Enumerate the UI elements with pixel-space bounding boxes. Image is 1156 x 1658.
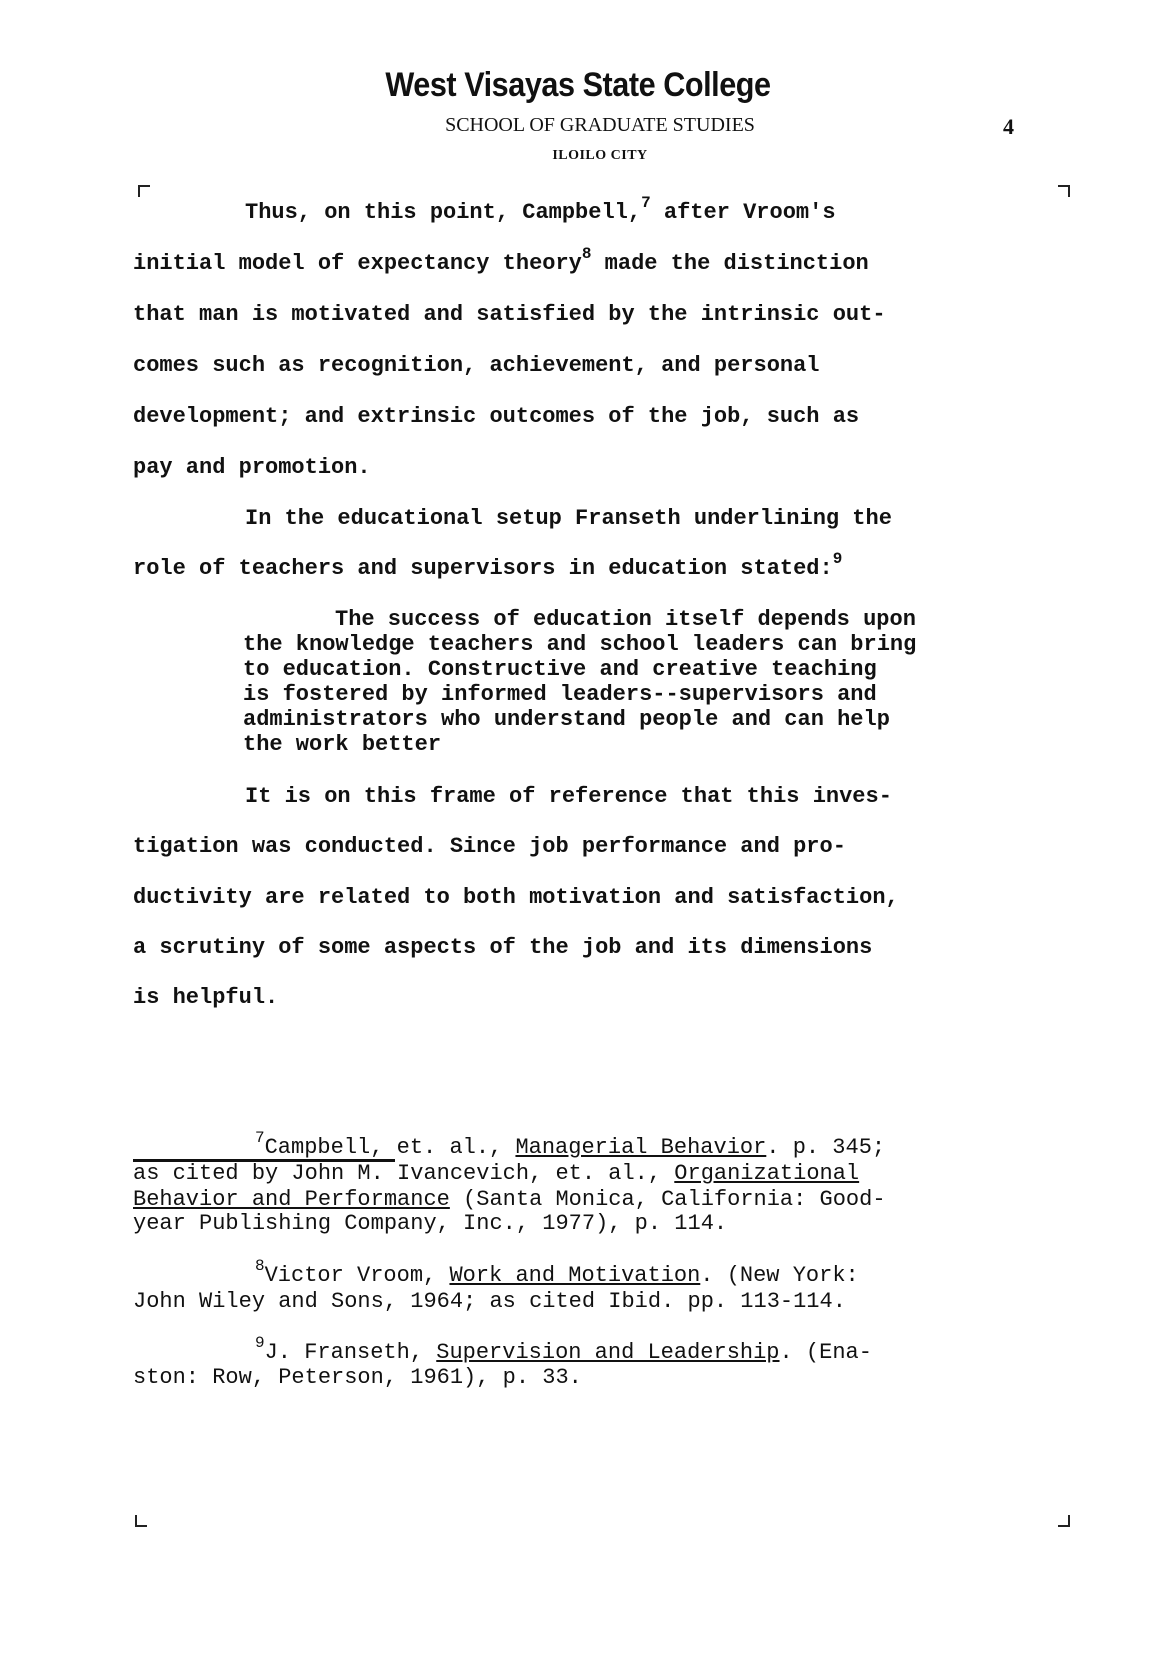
para2-line1: In the educational setup Franseth underlining the bbox=[245, 506, 892, 531]
quote-line: administrators who understand people and can help bbox=[243, 707, 890, 732]
crop-mark-bottom-right bbox=[1058, 1515, 1070, 1527]
footnote-ref-9: 9 bbox=[832, 550, 843, 568]
para3-line3: ductivity are related to both motivation and satisfaction, bbox=[133, 885, 899, 910]
para1-line3: that man is motivated and satisfied by the intrinsic out- bbox=[133, 302, 886, 327]
quote-line: the work better bbox=[243, 732, 442, 757]
college-name: West Visayas State College bbox=[385, 66, 771, 104]
school-name: SCHOOL OF GRADUATE STUDIES bbox=[445, 114, 755, 136]
para1-line4: comes such as recognition, achievement, and personal bbox=[133, 353, 820, 378]
footnote-7-line3: Behavior and Performance (Santa Monica, California: Good- bbox=[133, 1187, 886, 1212]
footnote-8-line2: John Wiley and Sons, 1964; as cited Ibid. pp. 113-114. bbox=[133, 1289, 846, 1314]
para1-line2: initial model of expectancy theory$^8$ made the distinction bbox=[133, 245, 869, 276]
para3-line1: It is on this frame of reference that this inves- bbox=[245, 784, 892, 809]
citation-title: Managerial Behavior bbox=[515, 1135, 767, 1160]
para3-line2: tigation was conducted. Since job performance and pro- bbox=[133, 834, 846, 859]
footnote-9-line2: ston: Row, Peterson, 1961), p. 33. bbox=[133, 1365, 582, 1390]
footnote-7-line2: as cited by John M. Ivancevich, et. al., Organizational bbox=[133, 1161, 860, 1186]
citation-title: Supervision and Leadership bbox=[436, 1340, 780, 1365]
footnote-ref-7: 7 bbox=[641, 194, 651, 212]
page-number: 4 bbox=[1003, 114, 1014, 139]
footnote-7-line4: year Publishing Company, Inc., 1977), p. 114. bbox=[133, 1211, 728, 1236]
citation-title: Behavior and Performance bbox=[133, 1187, 450, 1212]
para1-line6: pay and promotion. bbox=[133, 455, 371, 480]
quote-line: The success of education itself depends upon bbox=[335, 607, 916, 632]
para3-line4: a scrutiny of some aspects of the job and its dimensions bbox=[133, 935, 873, 960]
para1-line1: Thus, on this point, Campbell,$^7$ after Vroom's bbox=[245, 194, 836, 225]
para1-line5: development; and extrinsic outcomes of the job, such as bbox=[133, 404, 860, 429]
city-name: ILOILO CITY bbox=[552, 148, 648, 163]
footnote-9-line1: $^9$J. Franseth, Supervision and Leadership. (Ena- bbox=[255, 1334, 872, 1365]
footnote-ref-8: 8 bbox=[581, 245, 592, 263]
crop-mark-top-right bbox=[1058, 185, 1070, 197]
footnote-7-line1: $^7$Campbell, et. al., Managerial Behavior. p. 345; bbox=[255, 1129, 886, 1160]
para2-line2: role of teachers and supervisors in education stated:$^9$ bbox=[133, 550, 843, 581]
crop-mark-bottom-left bbox=[135, 1515, 147, 1527]
crop-mark-top-left bbox=[138, 185, 150, 197]
footnote-8-line1: $^8$Victor Vroom, Work and Motivation. (New York: bbox=[255, 1257, 859, 1288]
citation-title: Organizational bbox=[674, 1161, 860, 1186]
para3-line5: is helpful. bbox=[133, 985, 279, 1010]
quote-line: the knowledge teachers and school leaders can bring bbox=[243, 632, 917, 657]
quote-line: is fostered by informed leaders--supervisors and bbox=[243, 682, 877, 707]
quote-line: to education. Constructive and creative teaching bbox=[243, 657, 877, 682]
citation-title: Work and Motivation bbox=[449, 1263, 701, 1288]
